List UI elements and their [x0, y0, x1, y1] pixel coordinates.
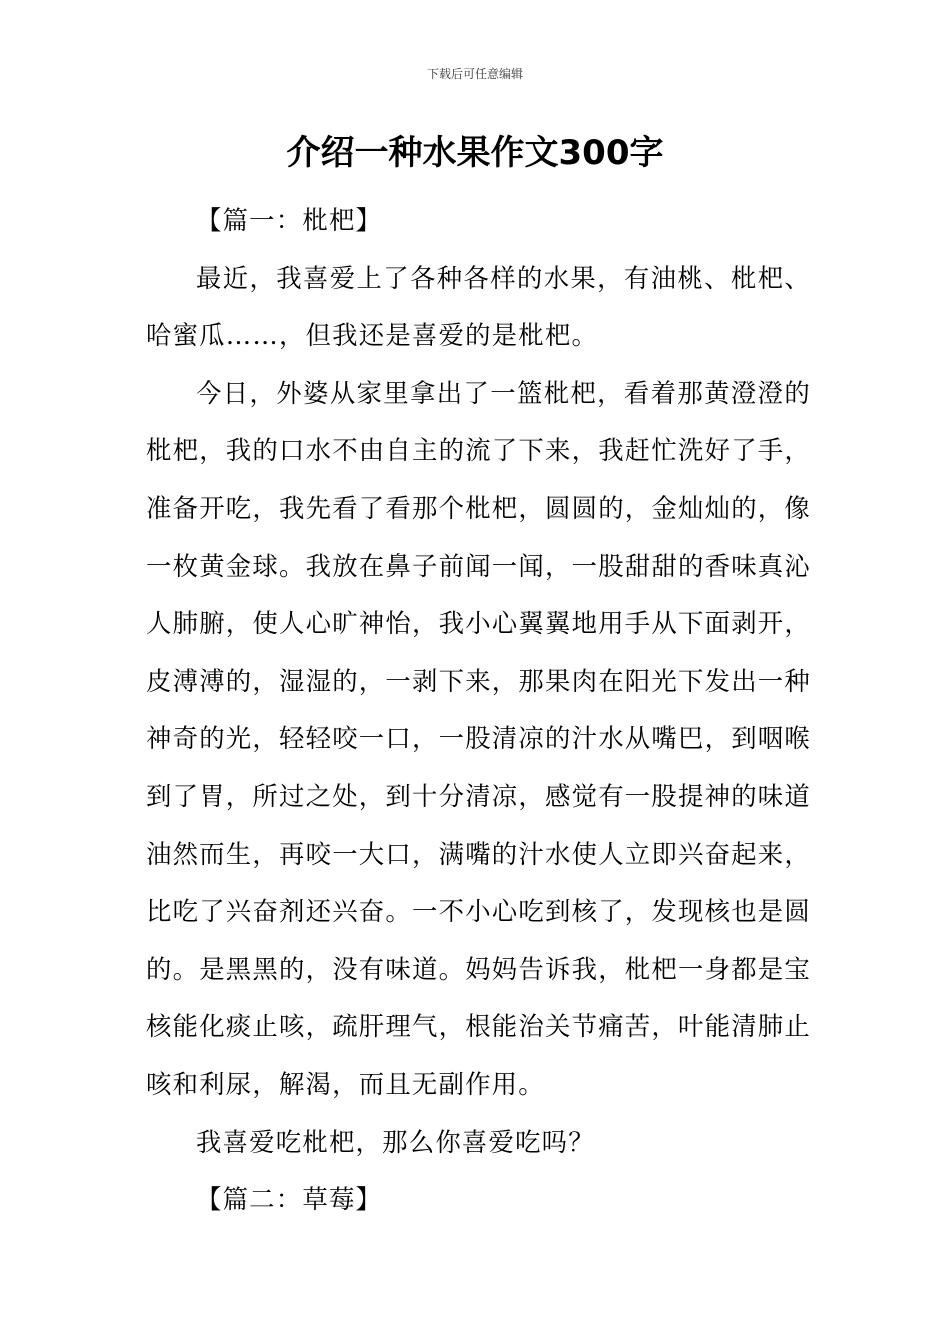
document-title: 介绍一种水果作文300字 [286, 133, 664, 173]
paragraph-1: 最近，我喜爱上了各种各样的水果，有油桃、枇杷、哈蜜瓜……，但我还是喜爱的是枇杷。 [146, 262, 811, 351]
paragraph-2: 今日，外婆从家里拿出了一篮枇杷，看着那黄澄澄的枇杷，我的口水不由自主的流了下来，我赶忙洗好了手，准备开吃，我先看了看那个枇杷，圆圆的，金灿灿的，像一枚黄金球。我放在鼻子前闻一闻，一股甜甜的香味真沁人肺腑，使人心旷神怡，我小心翼翼地用手从下面剥开，皮溥溥的，湿湿的，一剥下来，那果肉在阳光下发出一种神奇的光，轻轻咬一口，一股清凉的汁水从嘴巴，到咽喉到了胃，所过之处，到十分清凉，感觉有一股提神的味道油然而生，再咬一大口，满嘴的汁水使人立即兴奋起来，比吃了兴奋剂还兴奋。一不小心吃到核了，发现核也是圆的。是黑黑的，没有味道。妈妈告诉我，枇杷一身都是宝核能化痰止咳，疏肝理气，根能治关节痛苦，叶能清肺止咳和利尿，解渴，而且无副作用。 [146, 377, 811, 1099]
section-heading-1: 【篇一：枇杷】 [196, 205, 383, 235]
document-body [146, 192, 811, 1229]
header-note: 下载后可任意编辑 [426, 67, 523, 81]
paragraph-3: 我喜爱吃枇杷，那么你喜爱吃吗？ [196, 1126, 595, 1157]
section-heading-2: 【篇二：草莓】 [196, 1184, 383, 1215]
